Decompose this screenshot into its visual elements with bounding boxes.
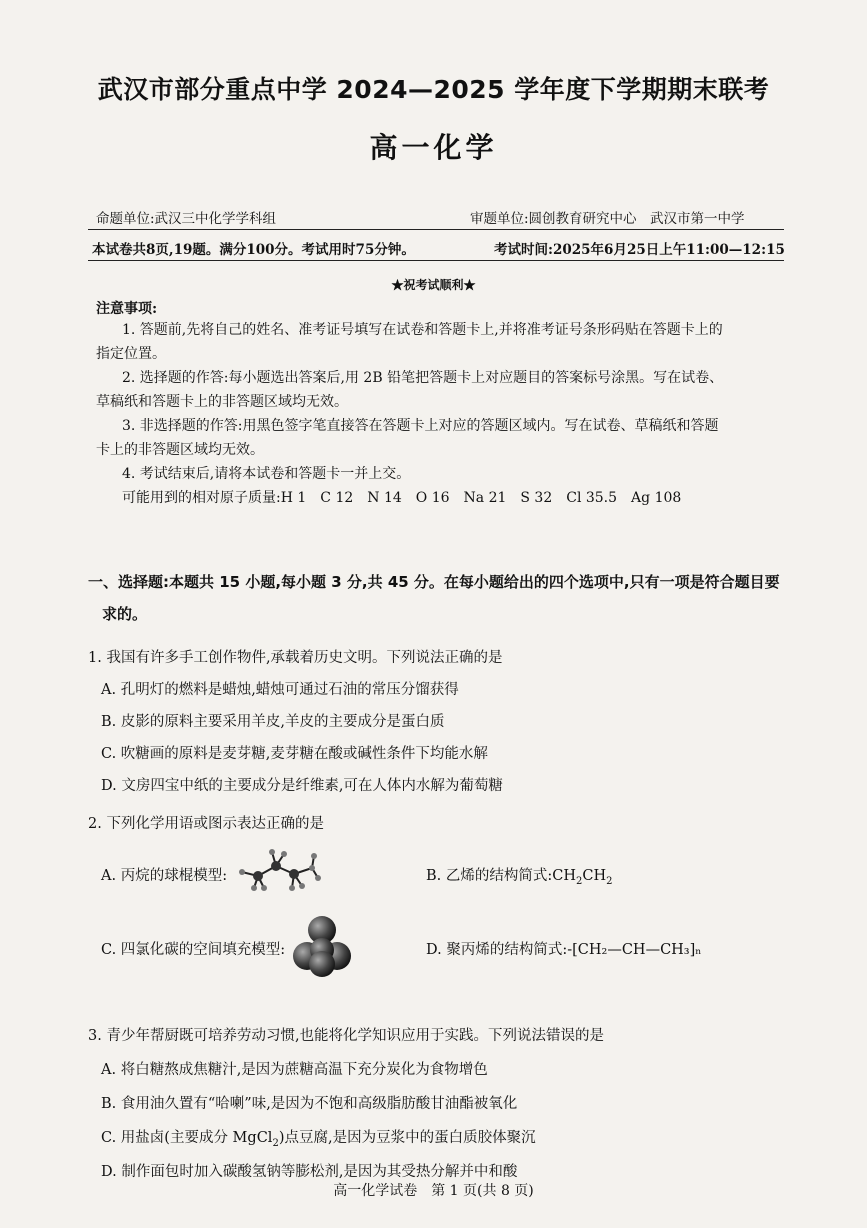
section-line1: 一、选择题:本题共 15 小题,每小题 3 分,共 45 分。在每小题给出的四个选项中,只有一项是符合题目要	[88, 573, 780, 591]
q1-option-c: C. 吹糖画的原料是麦芽糖,麦芽糖在酸或碱性条件下均能水解	[101, 746, 488, 762]
divider-top	[88, 229, 784, 230]
note-3-line2: 卡上的非答题区域均无效。	[96, 442, 264, 458]
q3-option-a: A. 将白糖熬成焦糖汁,是因为蔗糖高温下充分炭化为食物增色	[101, 1062, 488, 1078]
propane-ball-stick-model	[232, 846, 322, 892]
q2-option-b: B. 乙烯的结构简式$:CH_2CH_2$	[426, 868, 613, 887]
section-line2: 求的。	[102, 605, 148, 623]
q2-option-c: C. 四氯化碳的空间填充模型:	[101, 942, 286, 958]
subject-title: 高一化学	[369, 131, 498, 164]
q1-option-a: A. 孔明灯的燃料是蜡烛,蜡烛可通过石油的常压分馏获得	[101, 682, 459, 698]
note-4: 4. 考试结束后,请将本试卷和答题卡一并上交。	[122, 466, 411, 482]
page-footer: 高一化学试卷 第 1 页(共 8 页)	[333, 1183, 534, 1199]
q2-option-d: D. 聚丙烯的结构简式:-[CH₂—CH—CH₃]ₙ	[426, 942, 702, 958]
ccl4-space-filling-model	[290, 914, 354, 978]
notes-title: 注意事项:	[96, 301, 158, 317]
exam-time: 考试时间:2025年6月25日上午11:00—12:15	[494, 242, 785, 258]
exam-title: 武汉市部分重点中学 2024—2025 学年度下学期期末联考	[97, 75, 770, 104]
note-2-line2: 草稿纸和答题卡上的非答题区域均无效。	[96, 394, 348, 410]
q1-option-b: B. 皮影的原料主要采用羊皮,羊皮的主要成分是蛋白质	[101, 714, 445, 730]
proposer: 命题单位:武汉三中化学学科组	[96, 211, 277, 227]
section-heading	[88, 566, 788, 630]
atomic-masses: 可能用到的相对原子质量:H 1 C 12 N 14 O 16 Na 21 S 32 Cl 35.5 Ag 108	[122, 490, 682, 506]
polypropylene-formula: -[CH₂—CH—CH₃]ₙ	[567, 942, 702, 958]
note-1-line2: 指定位置。	[96, 346, 166, 362]
blessing: ★祝考试顺利★	[391, 278, 476, 292]
q3-stem: 3. 青少年帮厨既可培养劳动习惯,也能将化学知识应用于实践。下列说法错误的是	[88, 1028, 605, 1044]
q2-stem: 2. 下列化学用语或图示表达正确的是	[88, 816, 324, 832]
note-1-line1: 1. 答题前,先将自己的姓名、准考证号填写在试卷和答题卡上,并将准考证号条形码贴在答题卡上的	[122, 322, 723, 338]
reviewer: 审题单位:圆创教育研究中心 武汉市第一中学	[470, 211, 745, 227]
note-3-line1: 3. 非选择题的作答:用黑色签字笔直接答在答题卡上对应的答题区域内。写在试卷、草稿纸和答题	[122, 418, 719, 434]
q2-option-a: A. 丙烷的球棍模型:	[101, 868, 228, 884]
q3-option-d: D. 制作面包时加入碳酸氢钠等膨松剂,是因为其受热分解并中和酸	[101, 1164, 518, 1180]
q1-stem: 1. 我国有许多手工创作物件,承载着历史文明。下列说法正确的是	[88, 650, 503, 666]
note-2-line1: 2. 选择题的作答:每小题选出答案后,用 2B 铅笔把答题卡上对应题目的答案标号涂黑。写在试卷、	[122, 370, 724, 386]
exam-info: 本试卷共8页,19题。满分100分。考试用时75分钟。	[92, 242, 415, 258]
q3-option-b: B. 食用油久置有“哈喇”味,是因为不饱和高级脂肪酸甘油酯被氧化	[101, 1096, 518, 1112]
divider-bottom	[88, 260, 784, 261]
q1-option-d: D. 文房四宝中纸的主要成分是纤维素,可在人体内水解为葡萄糖	[101, 778, 503, 794]
q3-option-c: C. 用盐卤(主要成分 MgCl$_2$)点豆腐,是因为豆浆中的蛋白质胶体聚沉	[101, 1130, 536, 1149]
